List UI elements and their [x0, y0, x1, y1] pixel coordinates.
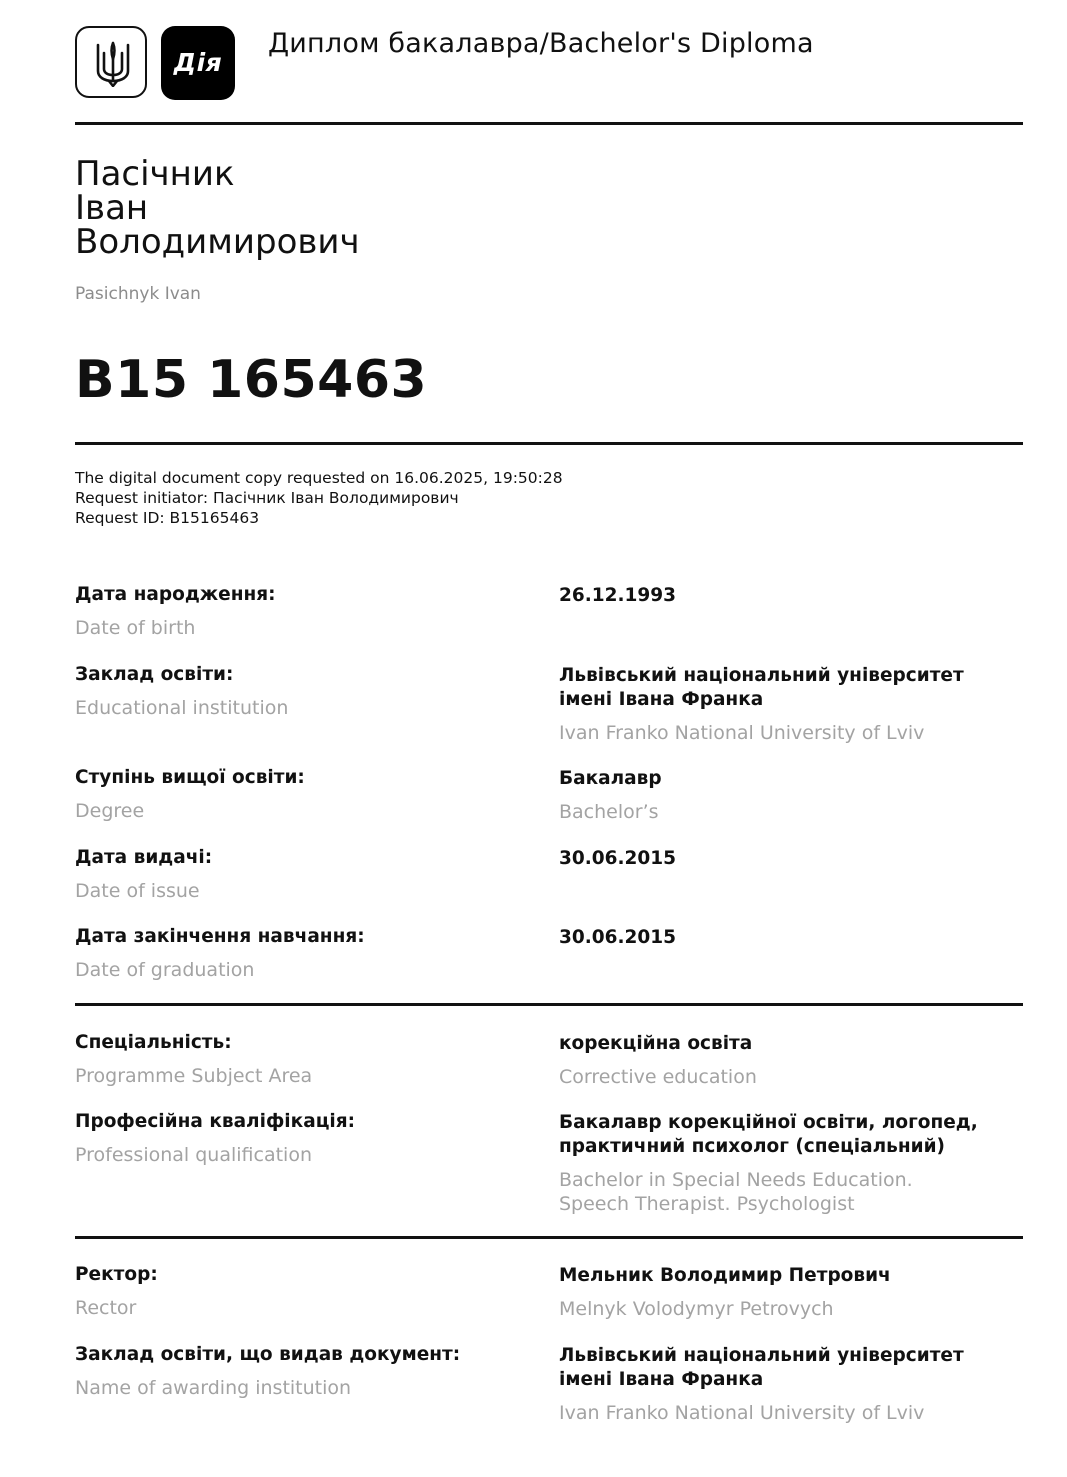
field-label-en: Professional qualification [75, 1144, 312, 1166]
field-value-line: Бакалавр корекційної освіти, логопед, [559, 1112, 978, 1133]
trident-icon-graphic [95, 41, 131, 87]
field-value-en-line: Bachelor’s [559, 801, 659, 823]
field-value-en [559, 1401, 924, 1425]
diia-logo: Дія [161, 26, 235, 100]
field-value-line: 30.06.2015 [559, 848, 677, 869]
field-value-line: практичний психолог (спеціальний) [559, 1136, 946, 1157]
field-value [559, 584, 676, 608]
field-value-line: Львівський національний університет [559, 665, 964, 686]
field-value-en [559, 1065, 757, 1089]
field-value-line: корекційна освіта [559, 1033, 753, 1054]
field-value-en [559, 721, 924, 745]
field-value [559, 926, 676, 950]
field-value-en-line: Ivan Franko National University of Lviv [559, 722, 925, 744]
field-label-en: Programme Subject Area [75, 1065, 313, 1087]
divider [75, 442, 1023, 445]
field-value-en [559, 800, 659, 824]
field-label: Ступінь вищої освіти: [75, 767, 305, 788]
trident-icon [75, 26, 147, 98]
field-label: Дата закінчення навчання: [75, 926, 365, 947]
field-label-en: Date of birth [75, 617, 196, 639]
document-header [75, 26, 1023, 102]
field-label-en: Name of awarding institution [75, 1377, 352, 1399]
field-value-en-line: Bachelor in Special Needs Education. [559, 1169, 913, 1191]
field-label: Ректор: [75, 1264, 158, 1285]
field-value-line: імені Івана Франка [559, 689, 764, 710]
holder-patronymic: Володимирович [75, 222, 360, 262]
request-info [75, 468, 563, 528]
diploma-document [75, 0, 1023, 1477]
holder-surname: Пасічник [75, 154, 235, 194]
field-label: Заклад освіти, що видав документ: [75, 1344, 461, 1365]
field-label: Дата видачі: [75, 847, 213, 868]
field-label-en: Date of graduation [75, 959, 255, 981]
field-label: Професійна кваліфікація: [75, 1111, 356, 1132]
request-id: Request ID: B15165463 [75, 509, 260, 527]
request-date: The digital document copy requested on 16.06.2025, 19:50:28 [75, 469, 563, 487]
document-number: B15 165463 [75, 350, 428, 410]
field-value [559, 1032, 752, 1056]
field-value [559, 664, 964, 712]
request-initiator: Request initiator: Пасічник Іван Володимирович [75, 489, 459, 507]
field-label-en: Educational institution [75, 697, 289, 719]
document-title: Диплом бакалавра/Bachelor's Diploma [268, 28, 814, 59]
field-value-line: 30.06.2015 [559, 927, 677, 948]
field-value [559, 767, 662, 791]
field-value-en-line: Melnyk Volodymyr Petrovych [559, 1298, 834, 1320]
field-value [559, 1344, 964, 1392]
field-value-en-line: Ivan Franko National University of Lviv [559, 1402, 925, 1424]
field-value-line: імені Івана Франка [559, 1369, 764, 1390]
field-value [559, 847, 676, 871]
holder-name-latin: Pasichnyk Ivan [75, 284, 201, 304]
field-value [559, 1111, 978, 1159]
field-value-en-line: Corrective education [559, 1066, 757, 1088]
divider [75, 122, 1023, 125]
field-value-en [559, 1168, 913, 1216]
field-label-en: Rector [75, 1297, 137, 1319]
field-value-en [559, 1297, 834, 1321]
holder-name [75, 154, 360, 262]
field-label: Дата народження: [75, 584, 276, 605]
field-label: Заклад освіти: [75, 664, 234, 685]
field-value [559, 1264, 891, 1288]
divider [75, 1003, 1023, 1006]
field-label: Спеціальність: [75, 1032, 232, 1053]
divider [75, 1236, 1023, 1239]
field-value-line: Бакалавр [559, 768, 662, 789]
field-value-line: Мельник Володимир Петрович [559, 1265, 891, 1286]
field-label-en: Date of issue [75, 880, 200, 902]
holder-given-name: Іван [75, 188, 149, 228]
field-value-line: Львівський національний університет [559, 1345, 964, 1366]
field-label-en: Degree [75, 800, 145, 822]
field-value-line: 26.12.1993 [559, 585, 677, 606]
field-value-en-line: Speech Therapist. Psychologist [559, 1193, 855, 1215]
